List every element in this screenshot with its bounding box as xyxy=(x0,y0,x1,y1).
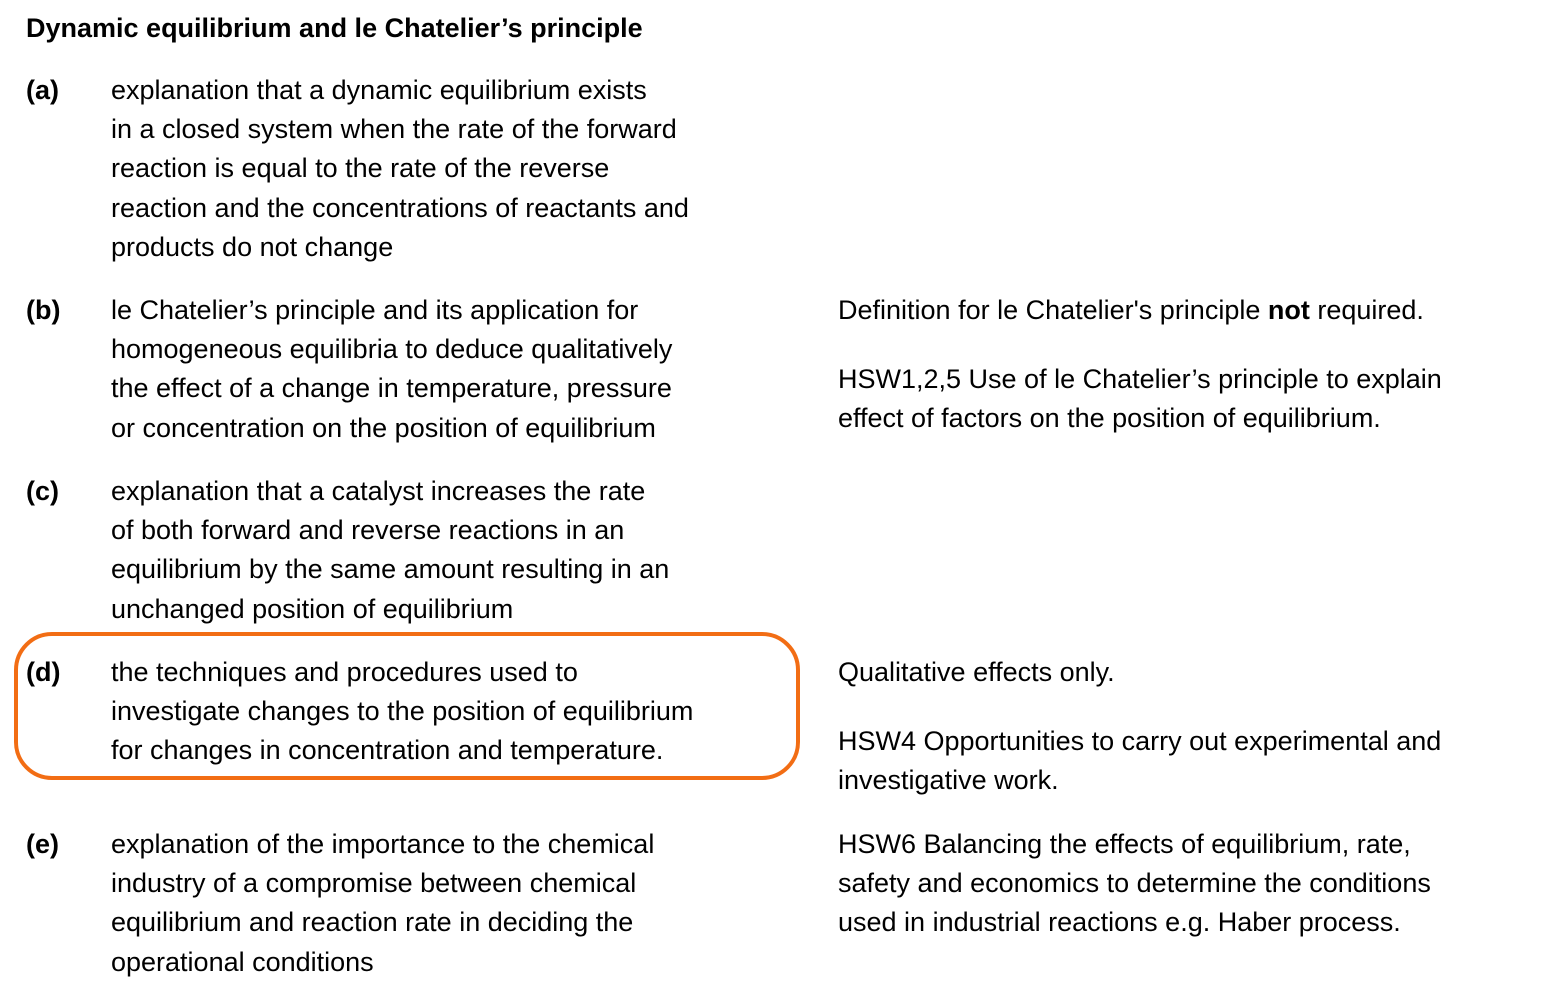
description-line: the effect of a change in temperature, pressure xyxy=(111,373,672,404)
item-description xyxy=(111,825,801,982)
description-line: equilibrium by the same amount resulting in an xyxy=(111,554,670,585)
guidance-note: Qualitative effects only. xyxy=(838,657,1115,687)
description-line: investigate changes to the position of equilibrium xyxy=(111,696,694,727)
item-label: (c) xyxy=(26,476,59,506)
description-line: le Chatelier’s principle and its application for xyxy=(111,295,639,325)
guidance-note: HSW1,2,5 Use of le Chatelier’s principle to explain effect of factors on the position of equilibrium. xyxy=(838,364,1442,434)
emphasis-text: not xyxy=(1267,295,1310,325)
item-label: (d) xyxy=(26,657,61,687)
guidance-notes xyxy=(838,825,1538,943)
description-line: operational conditions xyxy=(111,946,374,977)
description-line: explanation that a dynamic equilibrium exists xyxy=(111,75,647,105)
description-line: reaction is equal to the rate of the reverse xyxy=(111,153,610,184)
guidance-notes xyxy=(838,291,1538,439)
description-line: for changes in concentration and temperature. xyxy=(111,735,664,766)
description-line: in a closed system when the rate of the forward xyxy=(111,114,677,145)
description-line: reaction and the concentrations of reactants and xyxy=(111,192,689,223)
guidance-note: HSW6 Balancing the effects of equilibrium, rate, safety and economics to determine the conditions used in industrial reactions e.g. Haber process. xyxy=(838,829,1431,938)
description-line: equilibrium and reaction rate in deciding the xyxy=(111,907,634,938)
item-description xyxy=(111,653,801,771)
item-label: (e) xyxy=(26,829,59,859)
item-description xyxy=(111,71,801,267)
item-label: (a) xyxy=(26,75,59,105)
guidance-note: Definition for le Chatelier's principle not required. xyxy=(838,295,1424,325)
item-description xyxy=(111,291,801,448)
description-line: unchanged position of equilibrium xyxy=(111,593,514,624)
description-line: of both forward and reverse reactions in an xyxy=(111,515,625,546)
description-line: products do not change xyxy=(111,231,394,262)
description-line: industry of a compromise between chemical xyxy=(111,868,637,899)
description-line: homogeneous equilibria to deduce qualitatively xyxy=(111,334,673,365)
description-line: or concentration on the position of equilibrium xyxy=(111,412,656,443)
description-line: explanation of the importance to the chemical xyxy=(111,829,655,859)
item-label: (b) xyxy=(26,295,61,325)
page-title: Dynamic equilibrium and le Chatelier’s principle xyxy=(26,13,643,43)
guidance-note: HSW4 Opportunities to carry out experimental and investigative work. xyxy=(838,726,1442,796)
item-description xyxy=(111,472,801,629)
description-line: the techniques and procedures used to xyxy=(111,657,578,687)
description-line: explanation that a catalyst increases the rate xyxy=(111,476,646,506)
guidance-notes xyxy=(838,653,1538,801)
